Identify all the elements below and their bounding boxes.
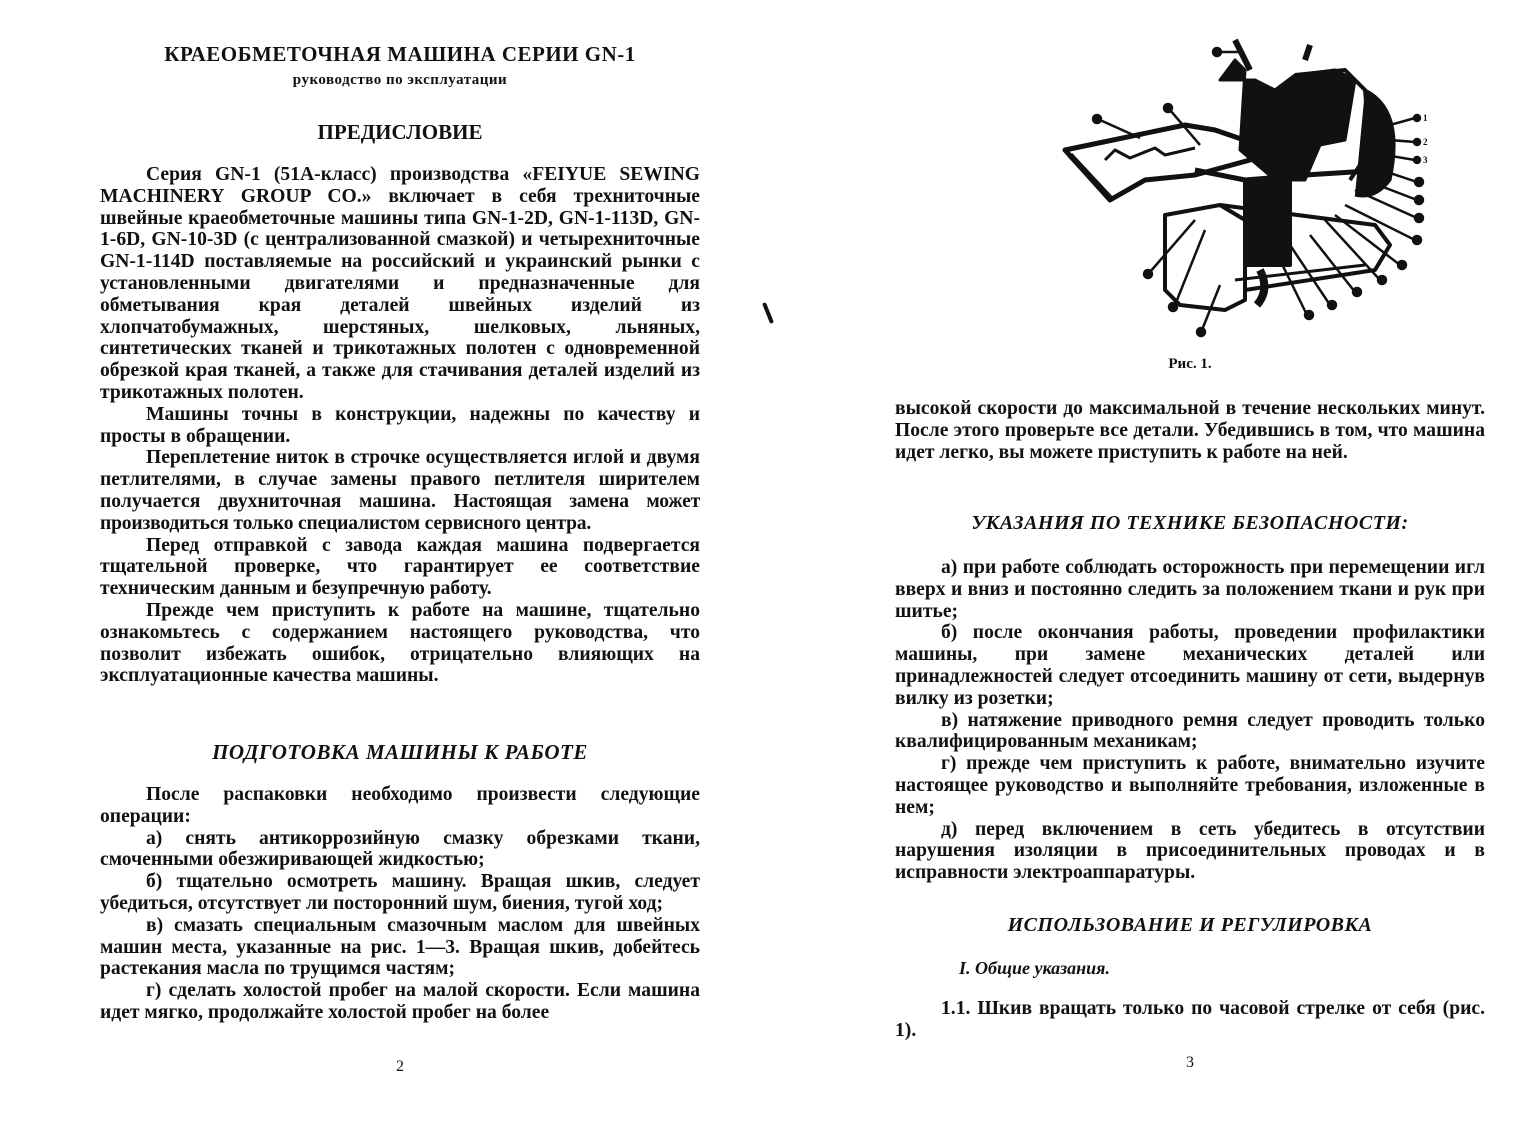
prep-section — [100, 784, 700, 1024]
usage-heading: ИСПОЛЬЗОВАНИЕ И РЕГУЛИРОВКА — [1007, 914, 1373, 936]
document-subtitle: руководство по эксплуатации — [292, 72, 508, 88]
prep-heading: ПОДГОТОВКА МАШИНЫ К РАБОТЕ — [212, 740, 588, 764]
paragraph-interlacing — [100, 447, 700, 534]
callout-labels — [1423, 113, 1428, 165]
list-item: д) перед включением в сеть убедитесь в отсутствии нарушения изоляции в присоединительных проводах и в исправности электроаппаратуры. — [895, 818, 1485, 884]
preface-section — [100, 164, 700, 687]
callout-dot — [1413, 236, 1421, 244]
callout-label: 3 — [1423, 155, 1428, 165]
callout-dot — [1169, 303, 1177, 311]
paragraph: Прежде чем приступить к работе на машине, тщательно ознакомьтесь с содержанием настоящего руководства, что позволит избежать ошибок, отрицательно влияющих на эксплуатационные качества машины. — [100, 599, 700, 687]
list-item: г) прежде чем приступить к работе, внимательно изучите настоящее руководство и выполняйте требования, изложенные в нем; — [895, 753, 1485, 818]
paragraph: 1.1. Шкив вращать только по часовой стрелке от себя (рис. 1). — [895, 998, 1485, 1041]
callout-dot — [1093, 115, 1101, 123]
paragraph: После распаковки необходимо произвести следующие операции: — [100, 784, 700, 827]
paragraph: Машины точны в конструкции, надежны по качеству и просты в обращении. — [100, 403, 700, 447]
callout-dot — [1353, 288, 1361, 296]
preface-heading: ПРЕДИСЛОВИЕ — [317, 120, 483, 144]
interlacing-text: Переплетение ниток в строчке осуществляется иглой и двумя петлителями, в случае замены правого петлителя ширителем получается двухниточная машина. — [100, 447, 700, 512]
usage-section — [895, 998, 1485, 1042]
interlacing-emphasis: Настоящая замена может производиться только специалистом сервисного центра. — [100, 490, 700, 534]
page-number: 3 — [1186, 1054, 1194, 1071]
list-item: б) после окончания работы, проведении профилактики машины, при замене механических деталей или принадлежностей следует отсоединить машину от сети, выдернув вилку из розетки; — [895, 622, 1485, 709]
machine-drawing — [1065, 40, 1394, 310]
callout-dot — [1398, 261, 1406, 269]
paragraph: Перед отправкой с завода каждая машина подвергается тщательной проверке, что гарантирует ее соответствие техническим данным и безупречную работу. — [100, 534, 700, 600]
callout-dot — [1164, 104, 1172, 112]
left-page — [100, 0, 700, 1136]
figure-caption: Рис. 1. — [1168, 356, 1212, 372]
callout-label: 2 — [1423, 137, 1428, 147]
list-item: в) натяжение приводного ремня следует проводить только квалифицированным механикам; — [895, 709, 1485, 753]
document-title: КРАЕОБМЕТОЧНАЯ МАШИНА СЕРИИ GN-1 — [164, 42, 636, 66]
callout-dot — [1378, 276, 1386, 284]
list-item: а) при работе соблюдать осторожность при перемещении игл вверх и вниз и постоянно следить за положением ткани и рук при шитье; — [895, 557, 1485, 622]
callout-dot — [1414, 139, 1420, 145]
list-item: в) смазать специальным смазочным маслом для швейных машин места, указанные на рис. 1—3. Вращая шкив, добейтесь растекания масла по трущимся частям; — [100, 914, 700, 980]
right-page — [895, 0, 1485, 1136]
callout-dot — [1328, 301, 1336, 309]
callout-dot — [1415, 196, 1423, 204]
callout-dot — [1197, 328, 1205, 336]
machine-illustration — [1045, 30, 1465, 350]
callout-label: 1 — [1423, 113, 1428, 123]
usage-subheading: I. Общие указания. — [959, 958, 1110, 978]
scan-artifact — [762, 302, 774, 324]
list-item: а) снять антикоррозийную смазку обрезками ткани, смоченными обезжиривающей жидкостью; — [100, 827, 700, 871]
callout-dot — [1305, 311, 1313, 319]
callout-dot — [1144, 270, 1152, 278]
list-item: г) сделать холостой пробег на малой скорости. Если машина идет мягко, продолжайте холостой пробег на более — [100, 980, 700, 1023]
callout-dot — [1415, 214, 1423, 222]
paragraph: высокой скорости до максимальной в течение нескольких минут. После этого проверьте все детали. Убедившись в том, что машина идет легко, вы можете приступить к работе на ней. — [895, 398, 1485, 463]
callout-dot — [1414, 157, 1420, 163]
safety-section — [895, 557, 1485, 884]
page-number: 2 — [396, 1058, 404, 1075]
list-item: б) тщательно осмотреть машину. Вращая шкив, следует убедиться, отсутствует ли посторонний шум, биения, тугой ход; — [100, 871, 700, 914]
callout-dot — [1414, 115, 1420, 121]
continuation-section — [895, 398, 1485, 463]
callout-dot — [1213, 48, 1221, 56]
paragraph: Серия GN-1 (51А-класс) производства «FEIYUE SEWING MACHINERY GROUP CO.» включает в себя трехниточные швейные краеобметочные машины типа GN-1-2D, GN-1-113D, GN-1-6D, GN-10-3D (с централизованной смазкой) и четырехниточные GN-1-114D поставляемые на российский и украинский рынки с установленными двигателями и предназначенные для обметывания края деталей швейных изделий из хлопчатобумажных, шерстяных, шелковых, льняных, синтетических тканей и трикотажных полотен с одновременной обрезкой края тканей, а также для стачивания деталей изделий из трикотажных полотен. — [100, 164, 700, 403]
safety-heading: УКАЗАНИЯ ПО ТЕХНИКЕ БЕЗОПАСНОСТИ: — [971, 512, 1409, 534]
callout-dot — [1415, 178, 1423, 186]
